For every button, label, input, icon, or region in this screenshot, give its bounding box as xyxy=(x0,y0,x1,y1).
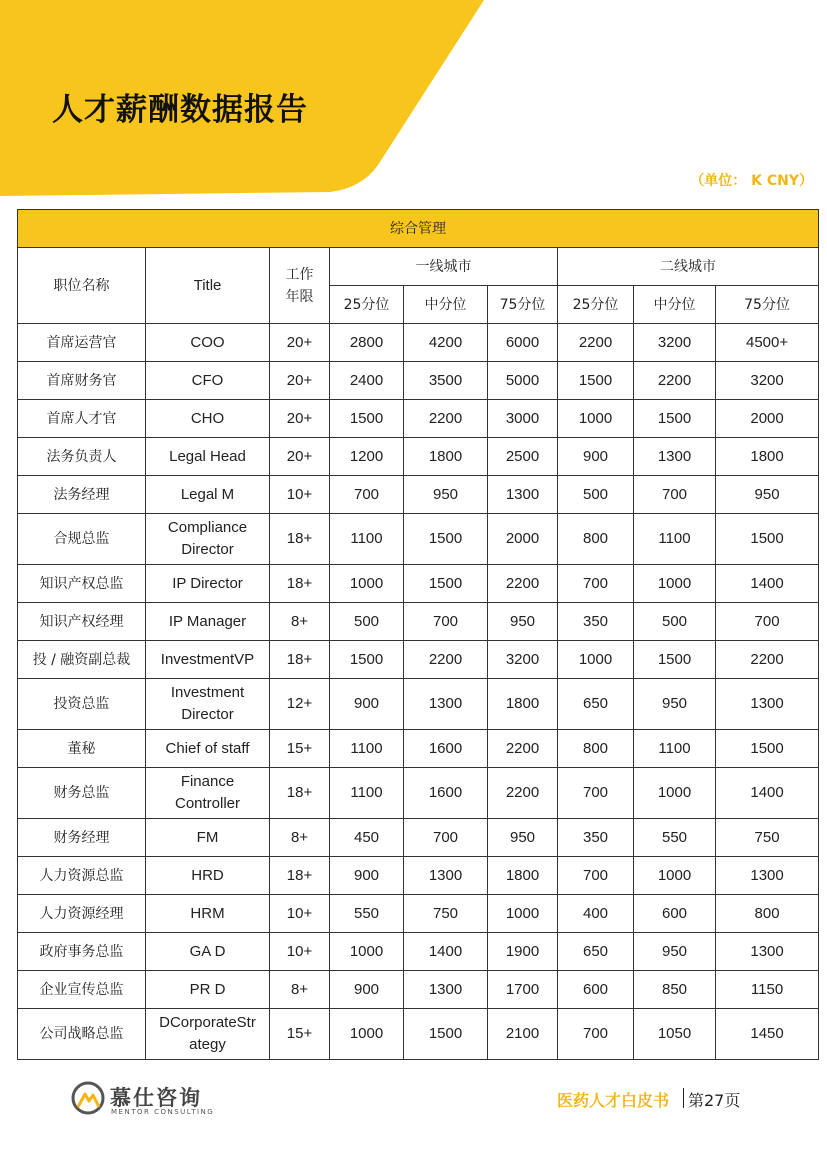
col-header-t1-p25: 25分位 xyxy=(330,286,404,324)
salary-cell: 1500 xyxy=(634,641,716,679)
salary-cell: 500 xyxy=(558,476,634,514)
position-title-cell: Chief of staff xyxy=(146,730,270,768)
table-row xyxy=(18,324,819,362)
salary-cell: 1300 xyxy=(634,438,716,476)
years-cell: 10+ xyxy=(270,476,330,514)
position-title-cell: HRM xyxy=(146,895,270,933)
position-cn-cell: 知识产权总监 xyxy=(18,565,146,603)
years-cell: 20+ xyxy=(270,400,330,438)
salary-cell: 1500 xyxy=(716,514,819,565)
table-row xyxy=(18,641,819,679)
salary-cell: 700 xyxy=(558,1009,634,1060)
salary-cell: 800 xyxy=(558,514,634,565)
salary-cell: 800 xyxy=(558,730,634,768)
salary-cell: 1300 xyxy=(716,933,819,971)
salary-cell: 1800 xyxy=(488,857,558,895)
salary-cell: 700 xyxy=(558,565,634,603)
salary-cell: 2800 xyxy=(330,324,404,362)
position-title-cell: HRD xyxy=(146,857,270,895)
report-title: 人才薪酬数据报告 xyxy=(52,92,308,128)
years-cell: 20+ xyxy=(270,362,330,400)
salary-cell: 1300 xyxy=(404,857,488,895)
years-cell: 20+ xyxy=(270,324,330,362)
salary-cell: 900 xyxy=(330,857,404,895)
salary-cell: 950 xyxy=(716,476,819,514)
position-cn-cell: 财务经理 xyxy=(18,819,146,857)
col-header-title: Title xyxy=(146,248,270,324)
position-cn-cell: 人力资源经理 xyxy=(18,895,146,933)
salary-cell: 2000 xyxy=(716,400,819,438)
salary-cell: 1000 xyxy=(330,565,404,603)
salary-cell: 700 xyxy=(404,819,488,857)
table-row xyxy=(18,768,819,819)
position-title-cell: IP Manager xyxy=(146,603,270,641)
salary-cell: 1400 xyxy=(716,565,819,603)
salary-cell: 1500 xyxy=(716,730,819,768)
salary-cell: 2500 xyxy=(488,438,558,476)
salary-cell: 700 xyxy=(634,476,716,514)
table-row xyxy=(18,565,819,603)
years-cell: 10+ xyxy=(270,895,330,933)
salary-cell: 1300 xyxy=(404,971,488,1009)
salary-cell: 3000 xyxy=(488,400,558,438)
salary-cell: 1500 xyxy=(404,565,488,603)
salary-cell: 850 xyxy=(634,971,716,1009)
salary-cell: 1050 xyxy=(634,1009,716,1060)
salary-cell: 700 xyxy=(330,476,404,514)
salary-cell: 2000 xyxy=(488,514,558,565)
section-title: 综合管理 xyxy=(18,210,819,248)
salary-cell: 700 xyxy=(716,603,819,641)
salary-cell: 1400 xyxy=(404,933,488,971)
salary-cell: 1300 xyxy=(488,476,558,514)
position-cn-cell: 知识产权经理 xyxy=(18,603,146,641)
salary-cell: 350 xyxy=(558,603,634,641)
salary-cell: 1000 xyxy=(558,641,634,679)
salary-cell: 4500+ xyxy=(716,324,819,362)
col-header-years: 工作 年限 xyxy=(270,248,330,324)
table-row xyxy=(18,730,819,768)
footer-divider xyxy=(683,1088,684,1108)
salary-cell: 1400 xyxy=(716,768,819,819)
salary-cell: 1300 xyxy=(404,679,488,730)
years-cell: 8+ xyxy=(270,971,330,1009)
salary-cell: 1500 xyxy=(404,514,488,565)
salary-cell: 2400 xyxy=(330,362,404,400)
col-header-tier2: 二线城市 xyxy=(558,248,819,286)
salary-cell: 700 xyxy=(558,768,634,819)
salary-cell: 600 xyxy=(558,971,634,1009)
unit-label: （单位： K CNY） xyxy=(690,173,813,189)
position-title-cell: IP Director xyxy=(146,565,270,603)
col-header-t2-p25: 25分位 xyxy=(558,286,634,324)
salary-cell: 1500 xyxy=(330,641,404,679)
page-number: 第27页 xyxy=(688,1091,741,1110)
salary-cell: 700 xyxy=(558,857,634,895)
col-header-t1-p50: 中分位 xyxy=(404,286,488,324)
position-title-cell: Finance Controller xyxy=(146,768,270,819)
salary-cell: 750 xyxy=(716,819,819,857)
salary-cell: 1500 xyxy=(404,1009,488,1060)
salary-cell: 1000 xyxy=(330,933,404,971)
position-title-cell: Legal Head xyxy=(146,438,270,476)
position-cn-cell: 法务经理 xyxy=(18,476,146,514)
salary-cell: 1100 xyxy=(634,730,716,768)
years-cell: 8+ xyxy=(270,603,330,641)
position-cn-cell: 投 / 融资副总裁 xyxy=(18,641,146,679)
salary-cell: 350 xyxy=(558,819,634,857)
position-title-cell: Compliance Director xyxy=(146,514,270,565)
salary-cell: 2200 xyxy=(716,641,819,679)
years-cell: 18+ xyxy=(270,857,330,895)
position-title-cell: CFO xyxy=(146,362,270,400)
salary-cell: 2200 xyxy=(558,324,634,362)
salary-cell: 1450 xyxy=(716,1009,819,1060)
position-cn-cell: 投资总监 xyxy=(18,679,146,730)
salary-cell: 650 xyxy=(558,933,634,971)
salary-cell: 950 xyxy=(488,603,558,641)
salary-cell: 1500 xyxy=(330,400,404,438)
table-row xyxy=(18,362,819,400)
years-cell: 12+ xyxy=(270,679,330,730)
years-cell: 8+ xyxy=(270,819,330,857)
salary-cell: 750 xyxy=(404,895,488,933)
salary-cell: 650 xyxy=(558,679,634,730)
position-cn-cell: 首席财务官 xyxy=(18,362,146,400)
position-title-cell: FM xyxy=(146,819,270,857)
salary-cell: 1000 xyxy=(558,400,634,438)
salary-cell: 550 xyxy=(634,819,716,857)
mentor-logo-icon xyxy=(70,1080,106,1116)
position-title-cell: COO xyxy=(146,324,270,362)
salary-cell: 900 xyxy=(558,438,634,476)
position-title-cell: Investment Director xyxy=(146,679,270,730)
salary-cell: 3200 xyxy=(634,324,716,362)
position-title-cell: DCorporateStr ategy xyxy=(146,1009,270,1060)
salary-cell: 450 xyxy=(330,819,404,857)
salary-cell: 950 xyxy=(404,476,488,514)
salary-cell: 1000 xyxy=(634,565,716,603)
position-cn-cell: 政府事务总监 xyxy=(18,933,146,971)
salary-cell: 1000 xyxy=(330,1009,404,1060)
salary-cell: 1600 xyxy=(404,768,488,819)
salary-cell: 500 xyxy=(634,603,716,641)
col-header-t1-p75: 75分位 xyxy=(488,286,558,324)
years-cell: 18+ xyxy=(270,514,330,565)
position-title-cell: GA D xyxy=(146,933,270,971)
salary-cell: 1900 xyxy=(488,933,558,971)
table-row xyxy=(18,514,819,565)
salary-cell: 2200 xyxy=(488,565,558,603)
salary-cell: 1000 xyxy=(634,857,716,895)
position-cn-cell: 法务负责人 xyxy=(18,438,146,476)
salary-cell: 2200 xyxy=(404,641,488,679)
salary-cell: 1000 xyxy=(488,895,558,933)
position-cn-cell: 人力资源总监 xyxy=(18,857,146,895)
salary-cell: 2100 xyxy=(488,1009,558,1060)
salary-cell: 1700 xyxy=(488,971,558,1009)
table-row xyxy=(18,603,819,641)
years-cell: 10+ xyxy=(270,933,330,971)
salary-cell: 1200 xyxy=(330,438,404,476)
salary-cell: 1300 xyxy=(716,857,819,895)
salary-cell: 1800 xyxy=(488,679,558,730)
table-row xyxy=(18,438,819,476)
salary-cell: 4200 xyxy=(404,324,488,362)
table-row xyxy=(18,679,819,730)
table-row xyxy=(18,933,819,971)
salary-table xyxy=(17,209,819,1060)
table-row xyxy=(18,857,819,895)
salary-cell: 700 xyxy=(404,603,488,641)
salary-cell: 950 xyxy=(488,819,558,857)
salary-cell: 2200 xyxy=(488,768,558,819)
position-cn-cell: 企业宣传总监 xyxy=(18,971,146,1009)
salary-cell: 1500 xyxy=(558,362,634,400)
years-cell: 15+ xyxy=(270,1009,330,1060)
salary-cell: 950 xyxy=(634,679,716,730)
salary-cell: 1800 xyxy=(404,438,488,476)
position-title-cell: PR D xyxy=(146,971,270,1009)
salary-cell: 800 xyxy=(716,895,819,933)
logo-name: 慕仕咨询 xyxy=(110,1086,202,1110)
salary-cell: 1800 xyxy=(716,438,819,476)
salary-cell: 1150 xyxy=(716,971,819,1009)
salary-cell: 3200 xyxy=(716,362,819,400)
salary-cell: 1300 xyxy=(716,679,819,730)
salary-cell: 1100 xyxy=(330,514,404,565)
col-header-t2-p75: 75分位 xyxy=(716,286,819,324)
salary-cell: 900 xyxy=(330,679,404,730)
years-cell: 18+ xyxy=(270,641,330,679)
salary-cell: 600 xyxy=(634,895,716,933)
table-row xyxy=(18,400,819,438)
position-cn-cell: 首席人才官 xyxy=(18,400,146,438)
table-row xyxy=(18,476,819,514)
position-title-cell: InvestmentVP xyxy=(146,641,270,679)
salary-cell: 3500 xyxy=(404,362,488,400)
salary-cell: 2200 xyxy=(634,362,716,400)
salary-cell: 1600 xyxy=(404,730,488,768)
position-title-cell: Legal M xyxy=(146,476,270,514)
whitepaper-label: 医药人才白皮书 xyxy=(557,1091,670,1110)
years-cell: 18+ xyxy=(270,768,330,819)
table-row xyxy=(18,1009,819,1060)
salary-cell: 1500 xyxy=(634,400,716,438)
table-row xyxy=(18,895,819,933)
position-cn-cell: 合规总监 xyxy=(18,514,146,565)
salary-cell: 1100 xyxy=(330,768,404,819)
salary-cell: 500 xyxy=(330,603,404,641)
salary-cell: 400 xyxy=(558,895,634,933)
col-header-t2-p50: 中分位 xyxy=(634,286,716,324)
years-cell: 18+ xyxy=(270,565,330,603)
position-cn-cell: 公司战略总监 xyxy=(18,1009,146,1060)
salary-cell: 1100 xyxy=(634,514,716,565)
salary-cell: 950 xyxy=(634,933,716,971)
salary-cell: 550 xyxy=(330,895,404,933)
position-cn-cell: 财务总监 xyxy=(18,768,146,819)
years-cell: 20+ xyxy=(270,438,330,476)
years-cell: 15+ xyxy=(270,730,330,768)
salary-cell: 2200 xyxy=(488,730,558,768)
salary-cell: 6000 xyxy=(488,324,558,362)
col-header-position: 职位名称 xyxy=(18,248,146,324)
salary-cell: 1000 xyxy=(634,768,716,819)
salary-cell: 3200 xyxy=(488,641,558,679)
salary-cell: 1100 xyxy=(330,730,404,768)
position-cn-cell: 董秘 xyxy=(18,730,146,768)
col-header-tier1: 一线城市 xyxy=(330,248,558,286)
logo-subtitle: MENTOR CONSULTING xyxy=(111,1108,215,1116)
position-cn-cell: 首席运营官 xyxy=(18,324,146,362)
table-row xyxy=(18,971,819,1009)
salary-cell: 900 xyxy=(330,971,404,1009)
position-title-cell: CHO xyxy=(146,400,270,438)
table-row xyxy=(18,819,819,857)
salary-cell: 2200 xyxy=(404,400,488,438)
salary-cell: 5000 xyxy=(488,362,558,400)
